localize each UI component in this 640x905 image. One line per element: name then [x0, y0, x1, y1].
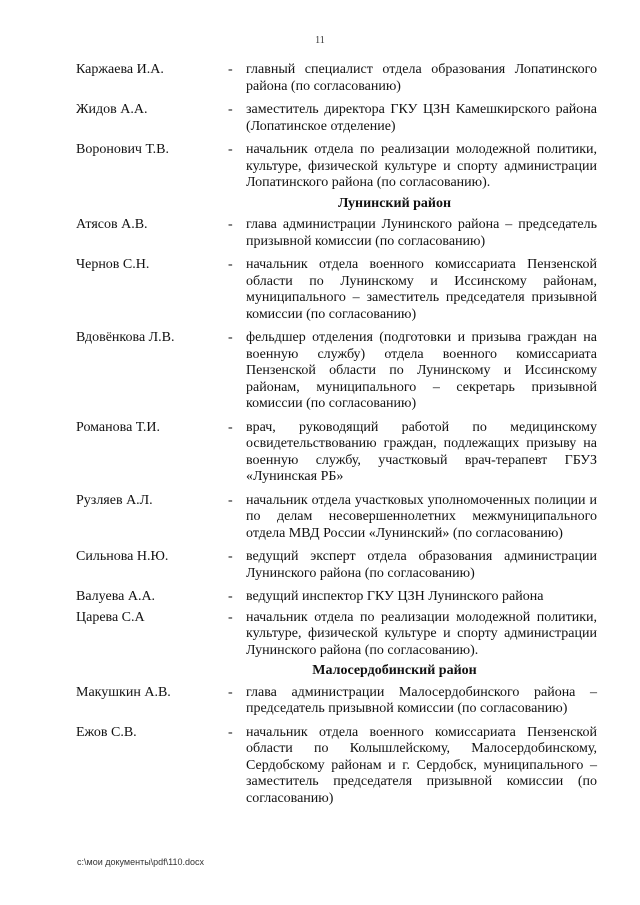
- member-name: Сильнова Н.Ю.: [76, 549, 169, 564]
- member-position: глава администрации Малосердобинского района – председатель призывной комиссии (по согласованию): [246, 684, 597, 716]
- entry-dash: -: [228, 257, 233, 272]
- member-position: ведущий инспектор ГКУ ЦЗН Лунинского района: [246, 589, 544, 604]
- entry-dash: -: [228, 102, 233, 117]
- page-number: 11: [315, 35, 325, 46]
- entry-dash: -: [228, 549, 233, 564]
- member-entry: [76, 610, 597, 660]
- member-entry: [76, 142, 597, 192]
- member-name: Макушкин А.В.: [76, 684, 171, 700]
- member-name: Рузляев А.Л.: [76, 492, 153, 508]
- member-name: Каржаева И.А.: [76, 62, 164, 77]
- entry-dash: -: [228, 724, 233, 740]
- member-entry: [76, 549, 597, 582]
- member-name: Ежов С.В.: [76, 724, 137, 740]
- member-name: Жидов А.А.: [76, 102, 148, 117]
- member-name: Чернов С.Н.: [76, 257, 150, 272]
- member-name: Царева С.А: [76, 609, 145, 625]
- entry-dash: -: [228, 419, 233, 435]
- member-entry: [76, 62, 597, 95]
- entry-dash: -: [228, 330, 233, 345]
- member-position: врач, руководящий работой по медицинскому освидетельствованию граждан, подлежащих призыву на военную службу, участковый врач-терапевт ГБУЗ «Лунинская РБ»: [246, 419, 597, 484]
- member-position: начальник отдела участковых уполномоченных полиции и по делам несовершеннолетних межмуниципального отдела МВД России «Лунинский» (по согласованию): [246, 492, 597, 541]
- footer-file-path: c:\мои документы\pdf\110.docx: [77, 857, 205, 867]
- member-position: глава администрации Лунинского района – председатель призывной комиссии (по согласованию): [246, 217, 597, 249]
- member-entry: [76, 685, 597, 718]
- member-entry: [76, 493, 597, 543]
- member-entry: [76, 330, 597, 413]
- member-name: Атясов А.В.: [76, 217, 148, 232]
- member-position: начальник отдела военного комиссариата Пензенской области по Лунинскому и Иссинскому районам, муниципального – заместитель председателя призывной комиссии (по согласованию): [246, 257, 597, 322]
- entry-dash: -: [228, 684, 233, 700]
- entry-dash: -: [228, 589, 233, 604]
- member-position: начальник отдела по реализации молодежной политики, культуре, физической культуре и спорту администрации Лопатинского района (по согласованию).: [246, 142, 597, 190]
- entry-dash: -: [228, 609, 233, 625]
- entry-dash: -: [228, 217, 233, 232]
- member-entry: [76, 589, 597, 606]
- member-position: фельдшер отделения (подготовки и призыва граждан на военную службу) отдела военного комиссариата Пензенской области по Лунинскому и Иссинскому районам, муниципального – секретарь призывной комиссии (по согласованию): [246, 330, 597, 411]
- entry-dash: -: [228, 492, 233, 508]
- member-position: ведущий эксперт отдела образования администрации Лунинского района (по согласованию): [246, 549, 597, 581]
- member-position: начальник отдела по реализации молодежной политики, культуре, физической культуре и спорту администрации Лунинского района (по согласованию).: [246, 609, 597, 658]
- member-position: начальник отдела военного комиссариата Пензенской области по Колышлейскому, Малосердобинскому, Сердобскому районам и г. Сердобск, муниципального – заместитель председателя призывной комиссии (по согласованию): [246, 724, 597, 806]
- member-entry: [76, 102, 597, 135]
- member-name: Вдовёнкова Л.В.: [76, 330, 175, 345]
- member-name: Воронович Т.В.: [76, 142, 169, 157]
- entry-dash: -: [228, 62, 233, 77]
- commission-list: [76, 62, 597, 814]
- section-title-maloserdoba: Малосердобинский район: [312, 663, 477, 678]
- member-name: Валуева А.А.: [76, 589, 156, 604]
- member-entry: [76, 725, 597, 808]
- member-name: Романова Т.И.: [76, 419, 161, 435]
- member-entry: [76, 420, 597, 486]
- member-entry: [76, 257, 597, 323]
- entry-dash: -: [228, 142, 233, 157]
- member-entry: [76, 217, 597, 250]
- member-position: заместитель директора ГКУ ЦЗН Камешкирского района (Лопатинское отделение): [246, 102, 597, 134]
- member-position: главный специалист отдела образования Лопатинского района (по согласованию): [246, 62, 597, 94]
- section-title-lunino: Лунинский район: [337, 195, 452, 211]
